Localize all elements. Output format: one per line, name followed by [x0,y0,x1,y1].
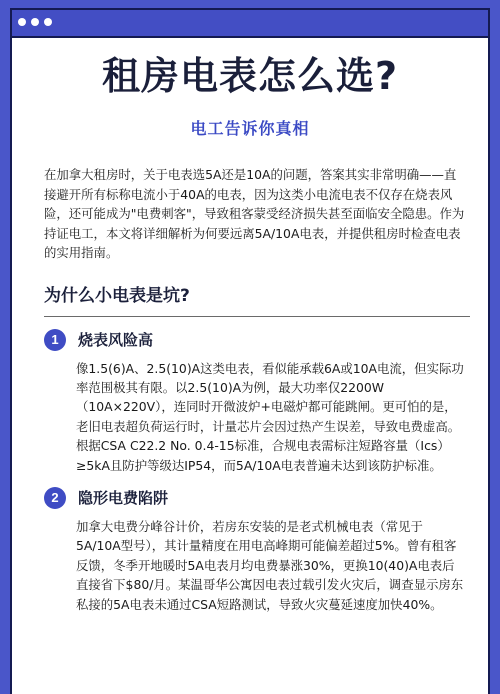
page-title: 租房电表怎么选? [101,54,399,98]
number-badge-icon: 2 [44,487,66,509]
item-body: 加拿大电费分峰谷计价，若房东安装的是老式机械电表（常见于5A/10A型号），其计量精度在用电高峰期可能偏差超过5%。曾有租客反馈，冬季开地暖时5A电表月均电费暴涨30%，更换10(40)A电表后直接省下$80/月。某温哥华公寓因电表过载引发火灾后，调查显示房东私接的5A电表未通过CSA短路测试，导致火灾蔓延速度加快40%。 [76,518,464,612]
item-body: 像1.5(6)A、2.5(10)A这类电表，看似能承载6A或10A电流，但实际功率范围极其有限。以2.5(10)A为例，最大功率仅2200W（10A×220V），连同时开微波炉+电磁炉都可能跳闸。更可怕的是，老旧电表超负荷运行时，计量芯片会因过热产生误差，导致电费虚高。根据CSA C22.2 No. 0.4-15标准，合规电表需标注短路容量（Ics）≥5kA且防护等级达IP54，而5A/10A电表普遍未达到该防护标准。 [76,360,464,473]
number-badge-icon: 1 [44,329,66,351]
section-divider [44,316,470,317]
window-dot-icon [31,18,39,26]
item-title: 烧表风险高 [78,331,154,349]
article-card [10,8,490,694]
section-heading: 为什么小电表是坑? [44,285,190,306]
window-title-bar [12,10,488,38]
page-subtitle: 电工告诉你真相 [190,119,310,138]
list-item-header [44,487,488,509]
item-title: 隐形电费陷阱 [78,489,169,508]
list-item-header [44,329,488,351]
intro-paragraph: 在加拿大租房时，关于电表选5A还是10A的问题，答案其实非常明确——直接避开所有标称电流小于40A的电表，因为这类小电流电表不仅存在烧表风险，还可能成为"电费刺客"，导致租客蒙受经济损失甚至面临安全隐患。作为持证电工，本文将详细解析为何要远离5A/10A电表，并提供租房时检查电表的实用指南。 [44,167,465,260]
window-dot-icon [44,18,52,26]
window-dot-icon [18,18,26,26]
